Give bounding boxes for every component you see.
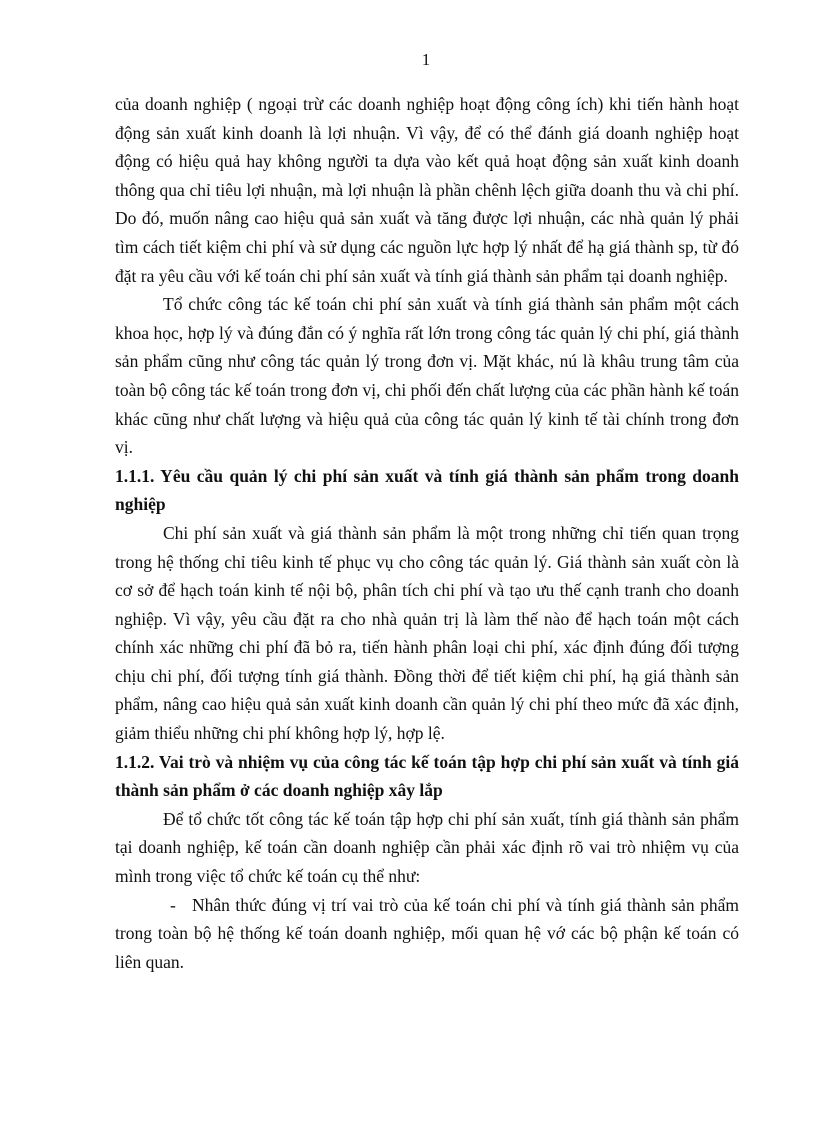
section-heading-1-1-2: 1.1.2. Vai trò và nhiệm vụ của công tác kế toán tập hợp chi phí sản xuất và tính giá thành sản phẩm ở các doanh nghiệp xây lắp [115,751,739,801]
bullet-item [115,891,739,977]
bullet-item-text: Nhân thức đúng vị trí vai trò của kế toán chi phí và tính giá thành sản phẩm trong toàn bộ hệ thống kế toán doanh nghiệp, mối quan hệ vớ các bộ phận kế toán có liên quan. [115,894,739,972]
document-body [115,90,739,976]
paragraph-intro: của doanh nghiệp ( ngoại trừ các doanh nghiệp hoạt động công ích) khi tiến hành hoạt động sản xuất kinh doanh là lợi nhuận. Vì vậy, để có thể đánh giá doanh nghiệp hoạt động có hiệu quả hay không người ta dựa vào kết quả hoạt động sản xuất kinh doanh thông qua chỉ tiêu lợi nhuận, mà lợi nhuận là phần chênh lệch giữa doanh thu và chi phí. Do đó, muốn nâng cao hiệu quả sản xuất và tăng được lợi nhuận, các nhà quản lý phải tìm cách tiết kiệm chi phí và sử dụng các nguồn lực hợp lý nhất để hạ giá thành sp, từ đó đặt ra yêu cầu với kế toán chi phí sản xuất và tính giá thành sản phẩm tại doanh nghiệp. [115,94,739,286]
page-number: 1 [421,50,431,69]
bullet-dash: - [170,894,176,915]
paragraph-organization: Tổ chức công tác kế toán chi phí sản xuất và tính giá thành sản phẩm một cách khoa học, hợp lý và đúng đắn có ý nghĩa rất lớn trong công tác quản lý chi phí, giá thành sản phẩm cũng như công tác quản lý trong đơn vị. Mặt khác, nú là khâu trung tâm của toàn bộ công tác kế toán trong đơn vị, chi phối đến chất lượng của các phần hành kế toán khác cũng như chất lượng và hiệu quả của công tác quản lý kinh tế tài chính trong đơn vị. [115,294,739,458]
paragraph-roles: Để tổ chức tốt công tác kế toán tập hợp chi phí sản xuất, tính giá thành sản phẩm tại doanh nghiệp, kế toán cần doanh nghiệp cần phải xác định rõ vai trò nhiệm vụ của mình trong việc tổ chức kế toán cụ thể như: [115,808,739,887]
paragraph-requirements: Chi phí sản xuất và giá thành sản phẩm là một trong những chỉ tiến quan trọng trong hệ thống chỉ tiêu kinh tế phục vụ cho công tác quản lý. Giá thành sản xuất còn là cơ sở để hạch toán kinh tế nội bộ, phân tích chi phí và tạo ưu thế cạnh tranh cho doanh nghiệp. Vì vậy, yêu cầu đặt ra cho nhà quản trị là làm thế nào để hạch toán một cách chính xác những chi phí đã bỏ ra, tiến hành phân loại chi phí, xác định đúng đối tượng chịu chi phí, đối tượng tính giá thành. Đồng thời để tiết kiệm chi phí, hạ giá thành sản phẩm, nâng cao hiệu quả sản xuất kinh doanh cần quản lý chi phí theo mức đã xác định, giảm thiểu những chi phí không hợp lý, hợp lệ. [115,522,739,744]
section-heading-1-1-1: 1.1.1. Yêu cầu quản lý chi phí sản xuất và tính giá thành sản phẩm trong doanh nghiệp [115,465,739,515]
